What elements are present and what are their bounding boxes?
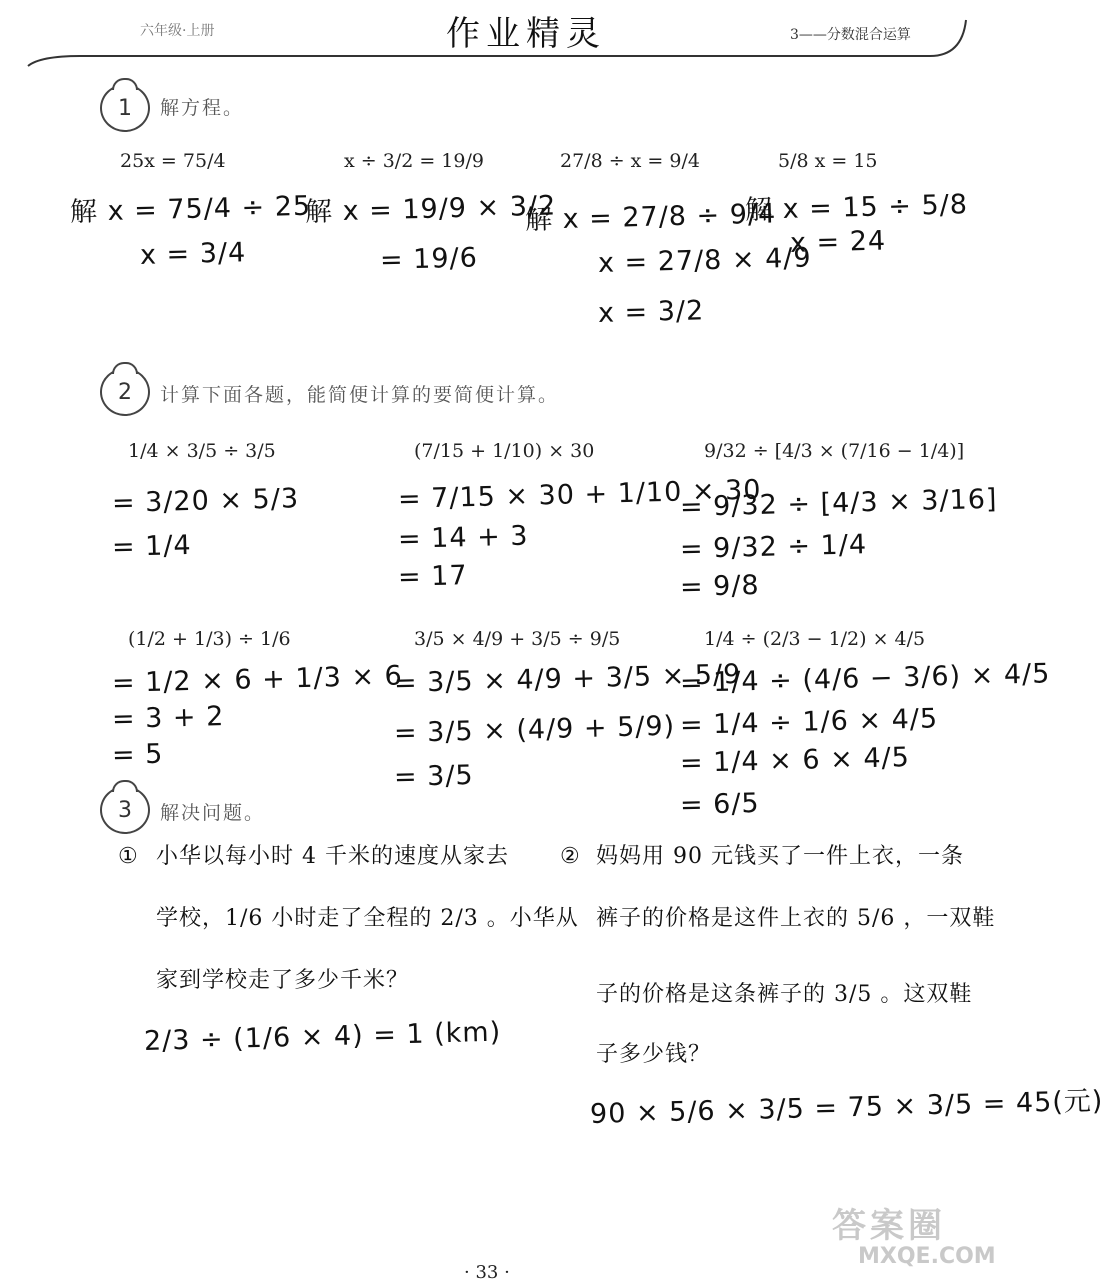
expression-3-step-1: = 9/32 ÷ [4/3 × 3/16] bbox=[679, 483, 998, 523]
section-3-title: 解决问题。 bbox=[160, 802, 266, 824]
equation-2: x ÷ 3/2 = 19/9 bbox=[344, 150, 484, 172]
expression-1-step-2: = 1/4 bbox=[111, 529, 193, 563]
expression-4: (1/2 + 1/3) ÷ 1/6 bbox=[128, 628, 291, 650]
expression-5-step-3: = 3/5 bbox=[393, 759, 475, 793]
word-problem-1-line-1: 小华以每小时 4 千米的速度从家去 bbox=[156, 844, 509, 869]
section-3-badge: 3 bbox=[100, 786, 150, 834]
word-problem-2-line-4: 子多少钱？ bbox=[596, 1042, 712, 1067]
header-divider bbox=[0, 0, 1000, 80]
word-problem-1-answer: 2/3 ÷ (1/6 × 4) = 1 (km) bbox=[143, 1016, 502, 1057]
section-1-title: 解方程。 bbox=[160, 97, 245, 119]
expression-2-step-2: = 14 + 3 bbox=[397, 520, 529, 555]
page-number: · 33 · bbox=[464, 1262, 510, 1283]
header-left-label: 六年级·上册 bbox=[140, 23, 215, 39]
expression-3-step-3: = 9/8 bbox=[679, 569, 761, 603]
watermark-logo: 答案圈 bbox=[832, 1206, 946, 1246]
expression-4-step-2: = 3 + 2 bbox=[111, 701, 225, 735]
expression-2: (7/15 + 1/10) × 30 bbox=[414, 440, 595, 462]
expression-4-step-1: = 1/2 × 6 + 1/3 × 6 bbox=[111, 660, 404, 699]
expression-6: 1/4 ÷ (2/3 − 1/2) × 4/5 bbox=[704, 628, 926, 650]
expression-2-step-1: = 7/15 × 30 + 1/10 × 30 bbox=[397, 474, 762, 515]
expression-6-step-4: = 6/5 bbox=[679, 787, 761, 821]
expression-3-step-2: = 9/32 ÷ 1/4 bbox=[679, 529, 868, 565]
equation-4: 5/8 x = 15 bbox=[778, 150, 878, 172]
word-problem-2-label: ② bbox=[560, 844, 581, 869]
word-problem-1-label: ① bbox=[118, 844, 139, 869]
solution-1-line-1: 解 x = 75/4 ÷ 25 bbox=[69, 190, 312, 228]
word-problem-1-line-2: 学校，1/6 小时走了全程的 2/3 。小华从 bbox=[156, 906, 579, 931]
section-2-badge: 2 bbox=[100, 368, 150, 416]
expression-5-step-2: = 3/5 × (4/9 + 5/9) bbox=[393, 710, 676, 749]
equation-1: 25x = 75/4 bbox=[120, 150, 226, 172]
expression-6-step-1: = 1/4 ÷ (4/6 − 3/6) × 4/5 bbox=[679, 658, 1051, 699]
solution-3-line-3: x = 3/2 bbox=[597, 295, 705, 329]
solution-4-line-2: x = 24 bbox=[789, 225, 887, 259]
solution-3-line-1: 解 x = 27/8 ÷ 9/4 bbox=[524, 198, 777, 236]
expression-3: 9/32 ÷ [4/3 × (7/16 − 1/4)] bbox=[704, 440, 965, 462]
solution-3-line-2: x = 27/8 × 4/9 bbox=[597, 242, 812, 279]
watermark-url: MXQE.COM bbox=[858, 1244, 996, 1269]
expression-6-step-3: = 1/4 × 6 × 4/5 bbox=[679, 741, 911, 779]
expression-6-step-2: = 1/4 ÷ 1/6 × 4/5 bbox=[679, 703, 939, 741]
word-problem-2-answer: 90 × 5/6 × 3/5 = 75 × 3/5 = 45(元) bbox=[589, 1085, 1104, 1130]
solution-1-line-2: x = 3/4 bbox=[139, 237, 247, 271]
word-problem-2-line-1: 妈妈用 90 元钱买了一件上衣，一条 bbox=[596, 844, 964, 869]
solution-2-line-1: 解 x = 19/9 × 3/2 bbox=[304, 190, 557, 228]
expression-5-step-1: = 3/5 × 4/9 + 3/5 × 5/9 bbox=[393, 658, 742, 699]
expression-1-step-1: = 3/20 × 5/3 bbox=[111, 483, 300, 519]
expression-4-step-3: = 5 bbox=[111, 738, 164, 771]
expression-5: 3/5 × 4/9 + 3/5 ÷ 9/5 bbox=[414, 628, 621, 650]
word-problem-1-line-3: 家到学校走了多少千米？ bbox=[156, 968, 410, 993]
header-right-label: 3——分数混合运算 bbox=[790, 27, 911, 43]
equation-3: 27/8 ÷ x = 9/4 bbox=[560, 150, 700, 172]
section-2-title: 计算下面各题，能简便计算的要简便计算。 bbox=[160, 384, 560, 406]
section-1-badge: 1 bbox=[100, 84, 150, 132]
word-problem-2-line-2: 裤子的价格是这件上衣的 5/6 ，一双鞋 bbox=[596, 906, 996, 931]
expression-2-step-3: = 17 bbox=[397, 560, 468, 593]
word-problem-2-line-3: 子的价格是这条裤子的 3/5 。这双鞋 bbox=[596, 982, 973, 1007]
expression-1: 1/4 × 3/5 ÷ 3/5 bbox=[128, 440, 276, 462]
page-title: 作业精灵 bbox=[446, 14, 606, 54]
solution-2-line-2: = 19/6 bbox=[379, 242, 479, 276]
solution-4-line-1: 解 x = 15 ÷ 5/8 bbox=[744, 189, 969, 226]
